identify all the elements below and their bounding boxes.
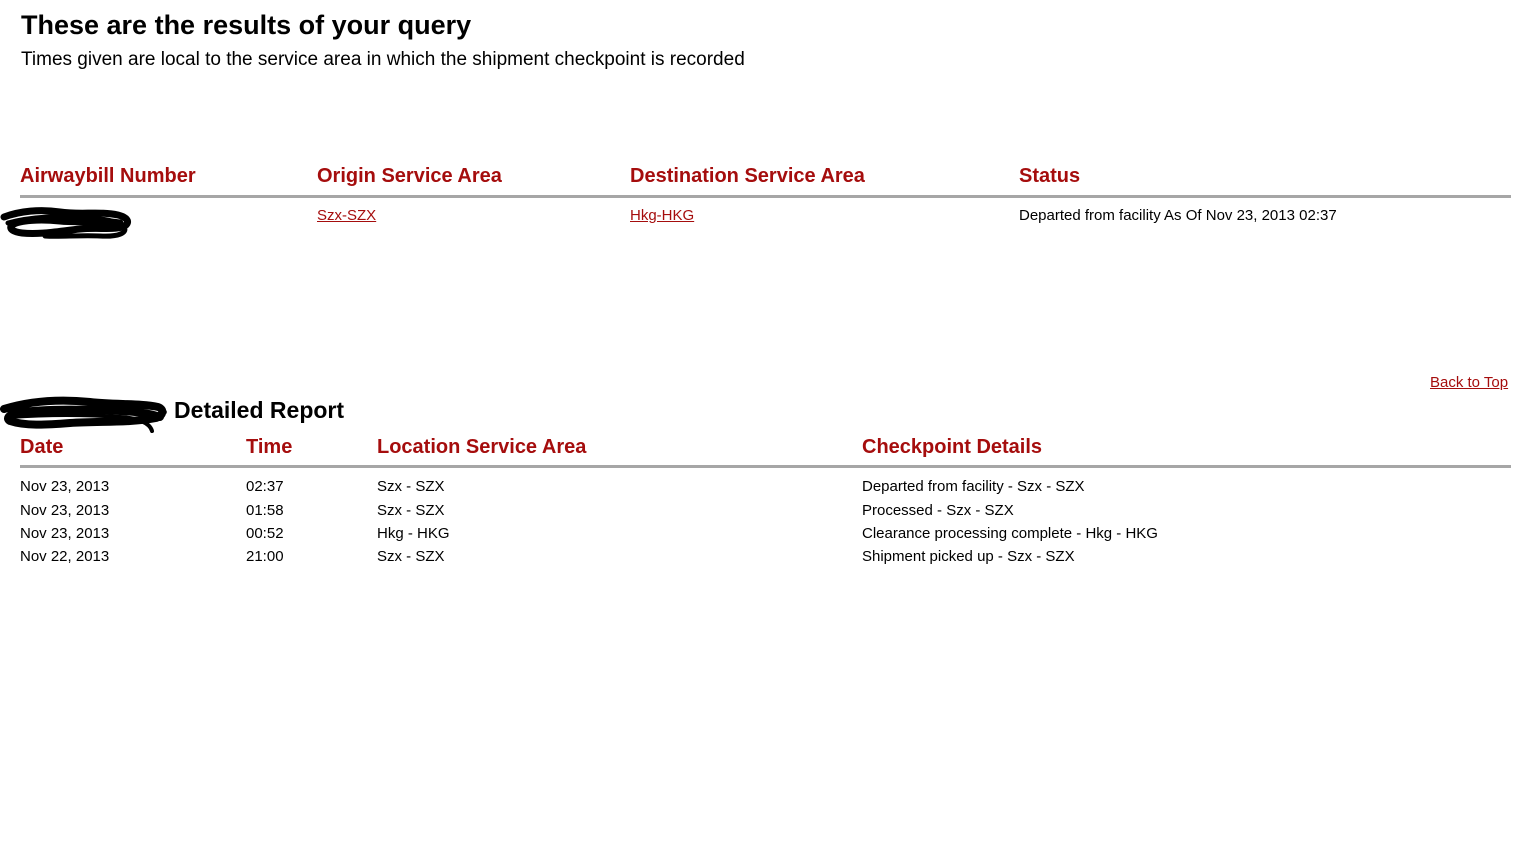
checkpoint-location: Szx - SZX xyxy=(377,548,445,565)
destination-service-area-link[interactable]: Hkg-HKG xyxy=(630,207,695,224)
checkpoint-details: Departed from facility - Szx - SZX xyxy=(862,478,1085,495)
checkpoint-location: Szx - SZX xyxy=(377,502,445,519)
origin-service-area-link[interactable]: Szx-SZX xyxy=(317,207,377,224)
checkpoint-time: 02:37 xyxy=(246,478,284,495)
summary-header-rule xyxy=(20,195,1511,198)
checkpoint-date: Nov 23, 2013 xyxy=(20,502,110,519)
col-header-origin: Origin Service Area xyxy=(317,165,502,187)
redacted-airwaybill-number xyxy=(0,203,135,241)
checkpoint-date: Nov 23, 2013 xyxy=(20,478,110,495)
col-header-destination: Destination Service Area xyxy=(630,165,865,187)
checkpoint-date: Nov 23, 2013 xyxy=(20,525,110,542)
detailed-report-title: - Detailed Report xyxy=(160,397,345,423)
col-header-location: Location Service Area xyxy=(377,436,587,458)
report-header-rule xyxy=(20,465,1511,468)
page-subtitle: Times given are local to the service area in which the shipment checkpoint is recorded xyxy=(21,49,745,70)
checkpoint-details: Clearance processing complete - Hkg - HKG xyxy=(862,525,1158,542)
checkpoint-time: 01:58 xyxy=(246,502,284,519)
col-header-airwaybill: Airwaybill Number xyxy=(20,165,196,187)
checkpoint-time: 00:52 xyxy=(246,525,284,542)
checkpoint-time: 21:00 xyxy=(246,548,284,565)
col-header-date: Date xyxy=(20,436,64,458)
back-to-top-link[interactable]: Back to Top xyxy=(1430,374,1509,391)
checkpoint-details: Shipment picked up - Szx - SZX xyxy=(862,548,1075,565)
col-header-status: Status xyxy=(1019,165,1081,187)
shipment-status: Departed from facility As Of Nov 23, 2013 02:37 xyxy=(1019,207,1337,224)
redacted-report-number xyxy=(0,393,170,437)
checkpoint-location: Szx - SZX xyxy=(377,478,445,495)
col-header-checkpoint-details: Checkpoint Details xyxy=(862,436,1043,458)
page-title: These are the results of your query xyxy=(21,10,472,40)
col-header-time: Time xyxy=(246,436,293,458)
checkpoint-date: Nov 22, 2013 xyxy=(20,548,110,565)
checkpoint-location: Hkg - HKG xyxy=(377,525,450,542)
checkpoint-details: Processed - Szx - SZX xyxy=(862,502,1014,519)
